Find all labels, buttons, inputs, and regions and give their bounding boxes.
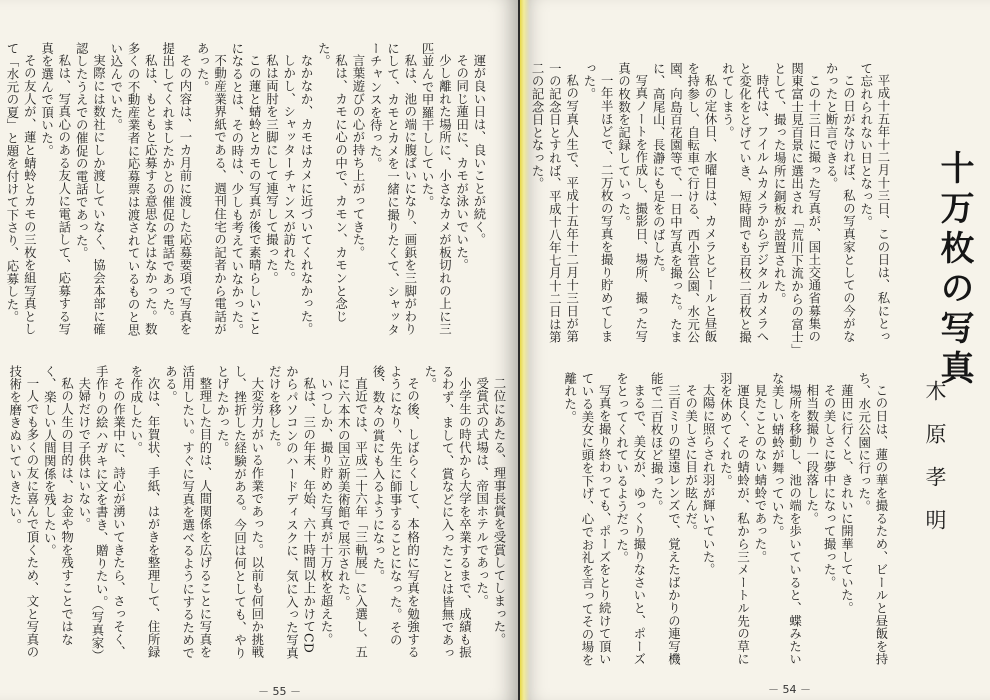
- paragraph: 私は、もともと応募する意思などはなかった。数多くの不動産業者に応募票は渡されているものと思い込んでいた。: [108, 42, 159, 337]
- paragraph: 一人でも多くの友に喜んで頂くため、文と写真の技術を磨きぬいていきたい。: [7, 365, 40, 659]
- signature: （写真家）: [90, 598, 105, 662]
- paragraph: この十三日に撮った写真が、国土交通省募集の関東富士見百景に選出され「荒川下流からの富士」として、撮った場所に銅板が設置された。: [772, 62, 822, 351]
- paragraph: 写真を撮り終わっても、ポーズをとり続けて頂いている美女に頭を下げ、心でお礼を言ってその場を離れた。: [562, 372, 613, 667]
- paragraph: 見たことのない蜻蛉であった。: [752, 384, 768, 564]
- paragraph: しかし、シャッターチャンスが訪れた。: [281, 54, 297, 285]
- paragraph: 受賞式の式場は、帝国ホテルであった。: [474, 377, 490, 608]
- paragraph: 三百ミリの望遠レンズで、覚えたばかりの連写機能で二百枚ほど撮った。: [649, 372, 682, 666]
- paragraph: 私は、カモに心の中で、カモン、カモンと念じた。: [316, 42, 349, 324]
- paragraph: 運良く、その蜻蛉が、私から三メートル先の草に羽を休めてくれた。: [718, 372, 751, 666]
- paragraph: 平成十五年十二月十三日、この日は、私にとって忘れられない日となった。: [858, 62, 891, 344]
- paragraph: 少し離れた場所に、小さなカメが板切れの上に三匹並んで甲羅干ししていた。: [420, 42, 453, 336]
- paragraph: 私は、写真心のある友人に電話して、応募する写真を選んで頂いた。: [39, 42, 72, 336]
- paragraph: この蓮と蜻蛉とカモの写真が後で素晴らしいことになるとは、その時は、少しも考えていなかった。: [229, 42, 263, 337]
- paragraph: 私は両肘を三脚にして連写して撮った。: [264, 54, 280, 285]
- paragraph: その作業中に、詩心が湧いてきたら、さっそく、手作りの絵ハガキに文を書き、贈りたい。: [94, 365, 127, 659]
- paragraph: 私の人生の目的は、お金や物を残すことではなく、楽しい人間関係を残したい。: [42, 365, 75, 647]
- page-number: － 54 －: [768, 683, 811, 696]
- paragraph: 次は、年賀状、手紙、はがきを整理して、住所録を作成したい。: [128, 365, 162, 659]
- paragraph: 夫婦だけで子供はいない。: [76, 377, 92, 531]
- paragraph: この日がなければ、私の写真家としての今がなかったと断言できる。: [824, 62, 857, 344]
- paragraph: その友人が、蓮と蜻蛉とカモの三枚を組写真として「水元の夏」と題を付けて下さり、応募した。: [4, 42, 38, 336]
- paragraph: 整理した目的は、人間関係を広げることに写真を活用したい。すぐに写真を選べるようにするためである。: [163, 365, 213, 660]
- paragraph: なかなか、カモはカメに近づいてくれなかった。: [299, 54, 315, 336]
- paragraph: 相当数撮り一段落した。: [804, 384, 820, 526]
- paragraph: 運が良い日は、良いことが続く。: [472, 54, 487, 247]
- paragraph: その美しさに目が眩んだ。: [683, 384, 699, 538]
- paragraph: 実際には数社にしか渡していなく、協会本部に確認したうえでの催促の電話であった。: [74, 42, 107, 336]
- paragraph: その美しさに夢中になって撮った。: [822, 384, 838, 590]
- paragraph: 場所を移動し、池の端を歩いていると、蝶みたいな美しい蜻蛉が舞っていた。: [770, 372, 803, 666]
- paragraph: いつしか、撮り貯めた写真が十万枚を超えた。: [319, 377, 335, 647]
- paragraph: 一年半ほどで、二万枚の写真を撮り貯めてしまった。: [581, 62, 615, 344]
- paragraph: 二位にあたる、理事長賞を受賞してしまった。: [492, 377, 507, 647]
- page-number: － 55 －: [258, 685, 301, 698]
- paragraph: 写真ノートを作成し、撮影日、場所、撮った写真の枚数を記録していった。: [616, 62, 649, 344]
- paragraph: 時代は、フイルムカメラからデジタルカメラへと変化をとげていき、短時間でも百枚二百枚と撮れてしまう。: [720, 62, 770, 344]
- left-upper-text: [4, 42, 488, 342]
- paragraph: 私は、三の年末、年始、六十時間以上かけてCDからパソコンのハードディスクに、気に入った写真だけを移した。: [267, 365, 317, 660]
- paragraph: 太陽に照らされ羽が輝いていた。: [701, 384, 717, 577]
- paragraph: 蓮田に行くと、きれいに開華していた。: [839, 384, 855, 615]
- paragraph: 私の写真人生で、平成十五年十二月十三日が第一の記念日とすれば、平成十八年七月十二日は第二の記念日となった。: [530, 62, 580, 344]
- paragraph: 小学生の時代から大学を卒業するまで、成績も振るわず、まして、賞などに入ったことは皆無であった。: [422, 365, 473, 660]
- paragraph: この日は、蓮の華を撮るため、ビールと昼飯を持ち、水元公園に行った。: [856, 372, 889, 666]
- author-name: 木原孝明: [923, 380, 947, 552]
- paragraph: その同じ蓮田に、カモが泳いでいた。: [454, 54, 470, 272]
- right-lower-text: [562, 372, 890, 672]
- paragraph: 不動産業界紙である、週刊住宅の記者から電話があった。: [195, 42, 228, 336]
- essay-title: 十万枚の写真: [934, 150, 974, 390]
- paragraph: 言葉遊びの心が持ち上がってきた。: [350, 54, 366, 260]
- right-upper-text: [530, 62, 892, 352]
- paragraph: 直近では、平成二十六年「三軌展」に入選し、五月に六本木の国立新美術館で展示された。: [336, 365, 369, 659]
- paragraph: 大変労力がいる作業であった。以前も何回か挑戦し、挫折した経験がある。今回は何としても、やりとげたかった。: [215, 365, 265, 660]
- paragraph: その内容は、一カ月前に渡した応募要項で写真を提出してくれましたかとの催促の電話であった。: [160, 42, 193, 336]
- paragraph: その後、しばらくして、本格的に写真を勉強するようになり、先生に師事することになった。その後、数々の賞にも入るようになった。: [370, 365, 421, 659]
- paragraph: 私は、池の端に腹ばいになり、画鋲を三脚がわりにして、カモとカメを一緒に撮りたくて、シャッターチャンスを待った。: [368, 42, 418, 337]
- paragraph: 私の定休日、水曜日は、カメラとビールと昼飯を持参し、自転車で行ける、西小菅公園、水元公園、向島百花園等で、一日中写真を撮った。たまに、高尾山、長瀞にも足をのばした。: [651, 62, 719, 344]
- paragraph: まるで、美女が、ゆっくり撮りなさいと、ポーズをとってくれているようだった。: [614, 372, 647, 666]
- right-page: [520, 0, 990, 700]
